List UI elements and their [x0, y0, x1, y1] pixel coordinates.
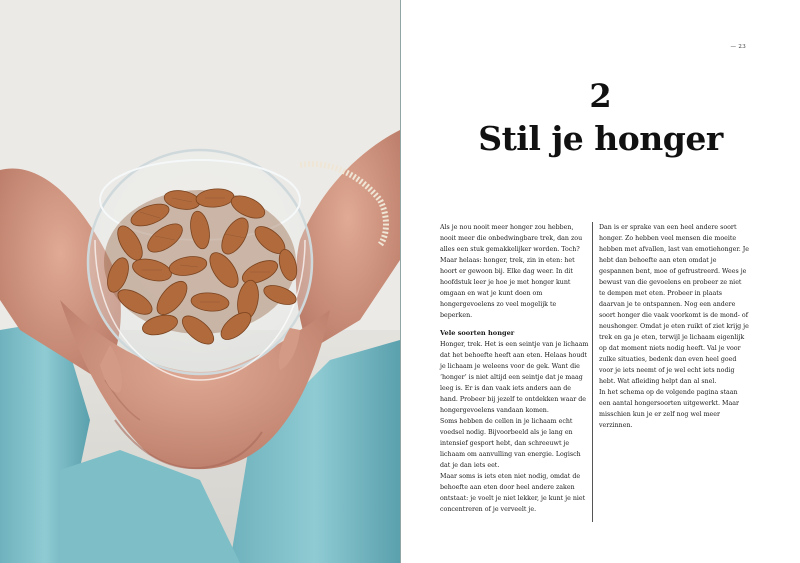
chapter-title: Stil je honger — [478, 119, 723, 158]
intro-paragraph: Als je nou nooit meer honger zou hebben, nooit meer die onbedwingbare trek, dan zou alles een stuk gemakkelijker worden. Toch? Maar helaas: honger, trek, zin in eten: het hoort er gewoon bij. Elke dag weer. In dit hoofdstuk leer je hoe je met honger kunt omgaan en wat je kunt doen om hongergevoelens zo veel mogelijk te beperken. — [440, 224, 583, 319]
body-paragraph: Honger, trek. Het is een seintje van je lichaam dat het behoefte heeft aan eten. Helaas houdt je lichaam je weleens voor de gek. Want die ‘honger’ is niet altijd een seintje dat je maag leeg is. Er is dan vaak iets anders aan de hand. Probeer bij jezelf te ontdekken waar de hongergevoelens vandaan komen. — [440, 341, 589, 414]
page-number: — 23 — [730, 44, 746, 50]
body-paragraph: In het schema op de volgende pagina staan een aantal hongersoorten uitgewerkt. Maar misschien kun je er zelf nog wel meer verzinnen. — [599, 389, 739, 429]
column-divider — [592, 222, 593, 522]
text-page — [401, 0, 800, 563]
body-paragraph: Dan is er sprake van een heel andere soort honger. Zo hebben veel mensen die moeite hebben met afvallen, last van emotiehonger. Je hebt dan behoefte aan eten omdat je gespannen bent, moe of gefrustreerd. Wees je bewust van die gevoelens en probeer ze niet te dempen met eten. Probeer in plaats daarvan je te ontspannen. Nog een andere soort honger die vaak voorkomt is de mond- of neushonger. Omdat je eten ruikt of ziet krijg je trek en ga je eten, terwijl je lichaam eigenlijk op dat moment niets nodig heeft. Val je voor zulke situaties, bedenk dan even heel goed voor je iets neemt of je wel echt iets nodig hebt. Wat afleiding helpt dan al snel. — [599, 224, 749, 385]
chapter-number: 2 — [589, 77, 612, 115]
section-subheading: Vele soorten honger — [440, 329, 515, 337]
body-paragraph: Maar soms is iets eten niet nodig, omdat de behoefte aan eten door heel andere zaken ontstaat: je voelt je niet lekker, je kunt je niet concentreren of je verveelt je. — [440, 473, 586, 513]
text-column-left — [440, 222, 590, 515]
body-paragraph: Soms hebben de cellen in je lichaam echt voedsel nodig. Bijvoorbeeld als je lang en intensief gesport hebt, dan schreeuwt je lichaam om aanvulling van energie. Logisch dat je dan iets eet. — [440, 418, 581, 469]
text-column-right — [599, 222, 749, 431]
